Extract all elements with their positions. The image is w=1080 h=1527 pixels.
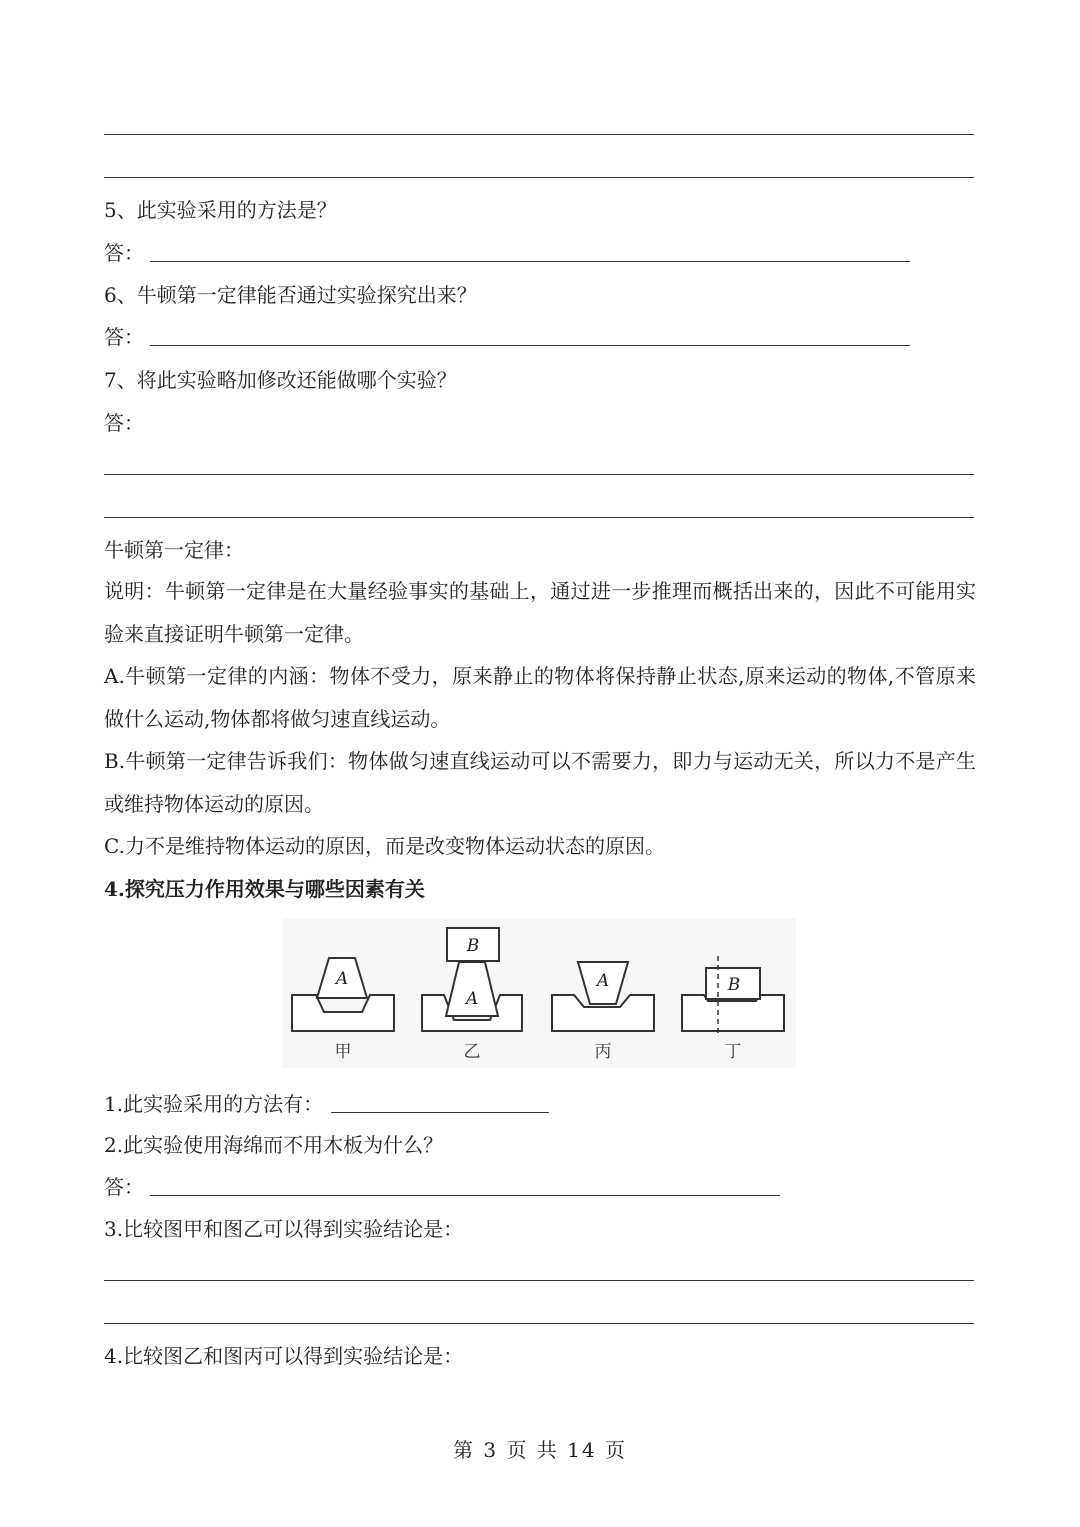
newton-law-point-c: C.力不是维持物体运动的原因，而是改变物体运动状态的原因。 [104, 834, 665, 858]
answer-prefix: 答： [104, 1175, 144, 1199]
answer-line [104, 134, 974, 135]
pressure-experiment-diagram [282, 918, 796, 1068]
answer-line [104, 177, 974, 178]
answer-prefix: 答： [104, 325, 144, 349]
caption-ding: 丁 [724, 1042, 742, 1062]
label-block-a: A [596, 971, 610, 991]
answer-5 [104, 241, 910, 265]
question-7: 7、将此实验略加修改还能做哪个实验？ [104, 368, 457, 392]
question-6: 6、牛顿第一定律能否通过实验探究出来？ [104, 283, 477, 307]
caption-bing: 丙 [594, 1042, 612, 1062]
newton-law-point-b: B.牛顿第一定律告诉我们：物体做匀速直线运动可以不需要力，即力与运动无关，所以力不是产生或维持物体运动的原因。 [104, 749, 976, 816]
section-4-title: 4.探究压力作用效果与哪些因素有关 [104, 877, 425, 901]
answer-blank [150, 325, 910, 346]
newton-law-note: 说明：牛顿第一定律是在大量经验事实的基础上，通过进一步推理而概括出来的，因此不可能用实验来直接证明牛顿第一定律。 [104, 579, 976, 646]
page-number: 第 3 页 共 14 页 [453, 1438, 627, 1462]
answer-line [104, 474, 974, 475]
sponge-ding [682, 995, 784, 1031]
newton-law-point-a: A.牛顿第一定律的内涵：物体不受力，原来静止的物体将保持静止状态,原来运动的物体,不管原来做什么运动,物体都将做匀速直线运动。 [104, 664, 976, 731]
question-text: 1.此实验采用的方法有： [104, 1092, 324, 1116]
caption-jia: 甲 [334, 1042, 352, 1062]
label-block-a: A [465, 989, 479, 1009]
question-5: 5、此实验采用的方法是？ [104, 198, 337, 222]
newton-law-heading: 牛顿第一定律： [104, 538, 244, 562]
answer-blank [331, 1092, 549, 1113]
answer-blank [150, 241, 910, 262]
section4-question-4: 4.比较图乙和图丙可以得到实验结论是： [104, 1344, 464, 1368]
answer-line [104, 1323, 974, 1324]
section4-question-2: 2.此实验使用海绵而不用木板为什么？ [104, 1133, 444, 1157]
answer-line [104, 517, 974, 518]
section4-answer-2 [104, 1175, 780, 1199]
section4-question-3: 3.比较图甲和图乙可以得到实验结论是： [104, 1217, 464, 1241]
answer-6 [104, 325, 910, 349]
caption-yi: 乙 [463, 1042, 481, 1062]
label-block-a: A [335, 969, 349, 989]
label-block-b: B [727, 975, 741, 995]
answer-7-prefix: 答： [104, 411, 144, 435]
answer-line [104, 1280, 974, 1281]
label-block-b: B [466, 936, 480, 956]
pressure-experiment-figure [282, 918, 796, 1068]
section4-question-1 [104, 1092, 549, 1116]
answer-prefix: 答： [104, 241, 144, 265]
answer-blank [150, 1175, 780, 1196]
